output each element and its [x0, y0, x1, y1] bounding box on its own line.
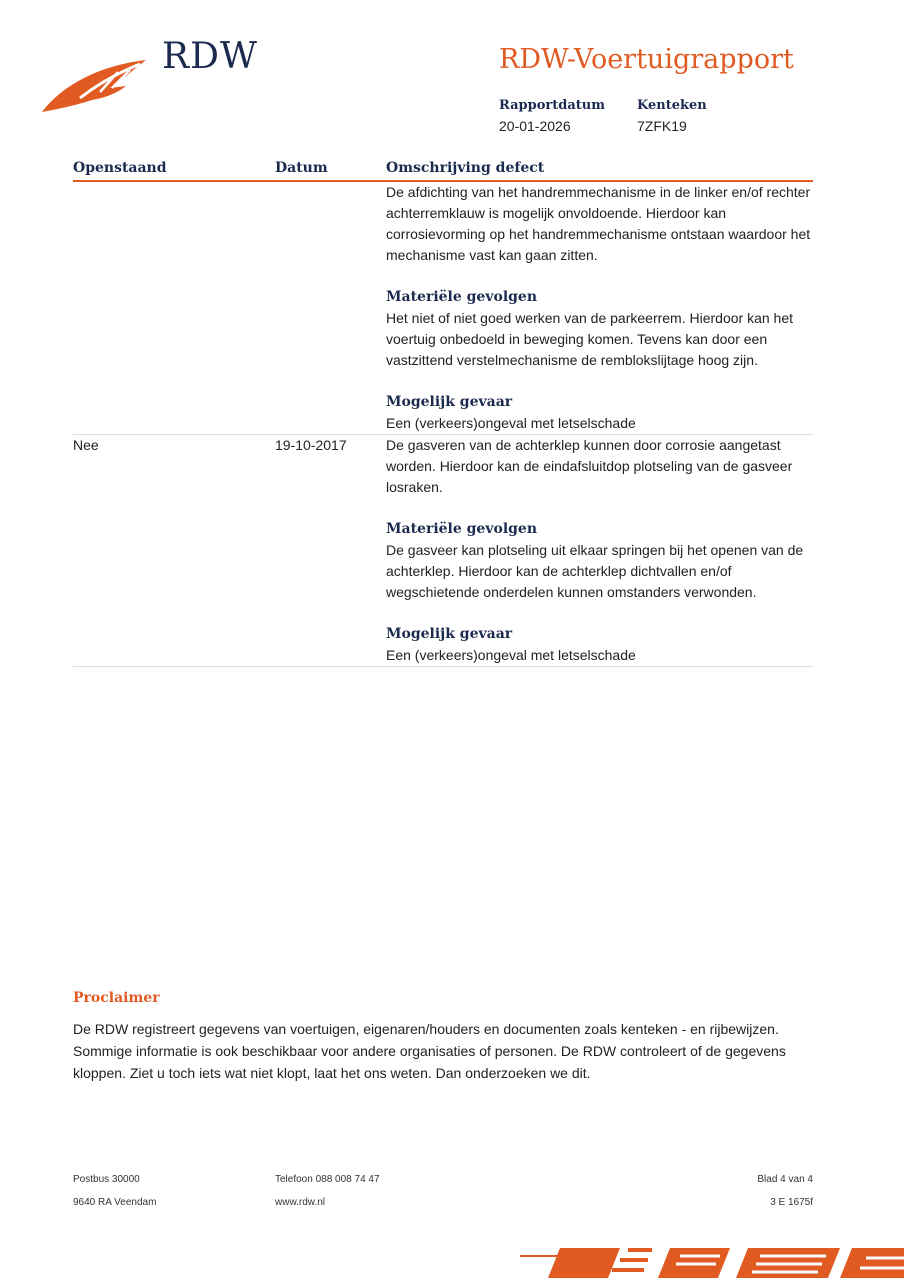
- footer-website[interactable]: www.rdw.nl: [275, 1197, 326, 1208]
- kenteken-label: Kenteken: [637, 98, 707, 113]
- row-description: [386, 182, 813, 434]
- header-openstaand: Openstaand: [73, 160, 167, 176]
- defect-description: De gasveren van de achterklep kunnen door corrosie aangetast worden. Hierdoor kan de eindafsluitdop plotseling van de gasveer losraken.: [386, 437, 793, 495]
- defect-description: De afdichting van het handremmechanisme in de linker en/of rechter achterremklauw is mogelijk onvoldoende. Hierdoor kan corrosievorming op het handremmechanisme ontstaan waardoor het mechanisme vast kan gaan zitten.: [386, 184, 811, 263]
- logo-text: RDW: [162, 36, 258, 77]
- rapportdatum-value: 20-01-2026: [499, 118, 571, 134]
- rdw-feather-logo-icon: [40, 58, 148, 114]
- rapportdatum: [499, 98, 605, 134]
- proclaimer-text: De RDW registreert gegevens van voertuigen, eigenaren/houders en documenten zoals kenteken - en rijbewijzen. Sommige informatie is ook beschikbaar voor andere organisaties of personen. De RDW controleert of de gegevens kloppen. Ziet u toch iets wat niet klopt, laat het ons weten. Dan onderzoeken we dit.: [73, 1021, 786, 1081]
- proclaimer-title: Proclaimer: [73, 990, 160, 1006]
- table-row: [73, 182, 813, 435]
- defects-table: [73, 160, 813, 667]
- gevolgen-text: Het niet of niet goed werken van de parkeerrem. Hierdoor kan het voertuig onbedoeld in beweging komen. Tevens kan door een vastzittend verstelmechanisme de remblokslijtage hoog zijn.: [386, 310, 794, 368]
- gevaar-label: Mogelijk gevaar: [386, 394, 513, 410]
- kenteken: [637, 98, 707, 134]
- row-datum: 19-10-2017: [275, 437, 347, 453]
- gevolgen-text: De gasveer kan plotseling uit elkaar springen bij het openen van de achterklep. Hierdoor kan de achterklep dichtvallen en/of wegschietende onderdelen kunnen omstanders verwonden.: [386, 542, 804, 600]
- row-description: [386, 435, 813, 666]
- header-omschrijving: Omschrijving defect: [386, 160, 545, 176]
- footer-blad: Blad 4 van 4: [757, 1174, 813, 1185]
- report-title: RDW-Voertuigrapport: [499, 44, 794, 75]
- gevolgen-label: Materiële gevolgen: [386, 289, 538, 305]
- gevaar-text: Een (verkeers)ongeval met letselschade: [386, 647, 636, 663]
- table-header: [73, 160, 813, 182]
- table-row: [73, 435, 813, 667]
- footer-code: 3 E 1675f: [770, 1197, 813, 1208]
- footer-telefoon: Telefoon 088 008 74 47: [275, 1174, 380, 1185]
- gevaar-label: Mogelijk gevaar: [386, 626, 513, 642]
- kenteken-value: 7ZFK19: [637, 118, 687, 134]
- speed-stripes-icon: [520, 1244, 904, 1280]
- row-openstaand: Nee: [73, 437, 99, 453]
- gevaar-text: Een (verkeers)ongeval met letselschade: [386, 415, 636, 431]
- footer-postbus: Postbus 30000: [73, 1174, 140, 1185]
- footer-plaats: 9640 RA Veendam: [73, 1197, 157, 1208]
- gevolgen-label: Materiële gevolgen: [386, 521, 538, 537]
- rapportdatum-label: Rapportdatum: [499, 98, 605, 113]
- header-datum: Datum: [275, 160, 328, 176]
